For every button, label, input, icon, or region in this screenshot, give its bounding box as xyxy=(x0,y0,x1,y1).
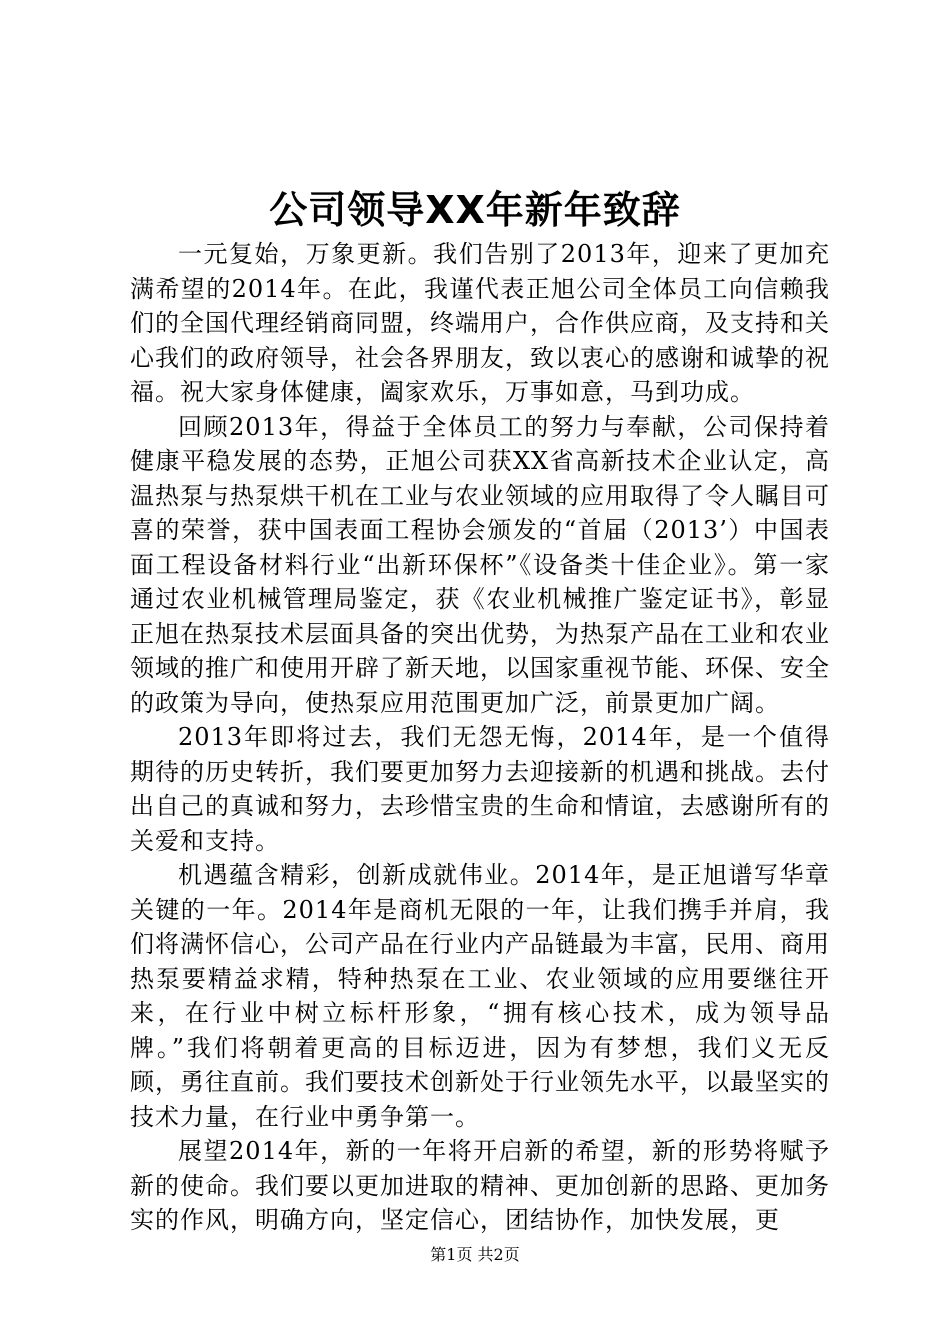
paragraph-5: 展望2014年，新的一年将开启新的希望，新的形势将赋予新的使命。我们要以更加进取的精神、更加创新的思路、更加务实的作风，明确方向，坚定信心，团结协作，加快发展，更 xyxy=(130,1137,830,1234)
page-number-footer: 第1页 共2页 xyxy=(430,1245,520,1264)
paragraph-3: 2013年即将过去，我们无怨无悔，2014年，是一个值得期待的历史转折，我们要更加努力去迎接新的机遇和挑战。去付出自己的真诚和努力，去珍惜宝贵的生命和情谊，去感谢所有的关爱和支持。 xyxy=(130,723,830,855)
paragraph-4: 机遇蕴含精彩，创新成就伟业。2014年，是正旭谱写华章关键的一年。2014年是商机无限的一年，让我们携手并肩，我们将满怀信心，公司产品在行业内产品链最为丰富，民用、商用热泵要精益求精，特种热泵在工业、农业领域的应用要继往开来，在行业中树立标杆形象，“拥有核心技术，成为领导品牌。”我们将朝着更高的目标迈进，因为有梦想，我们义无反顾，勇往直前。我们要技术创新处于行业领先水平，以最坚实的技术力量，在行业中勇争第一。 xyxy=(130,861,830,1131)
paragraph-1: 一元复始，万象更新。我们告别了2013年，迎来了更加充满希望的2014年。在此，我谨代表正旭公司全体员工向信赖我们的全国代理经销商同盟，终端用户，合作供应商，及支持和关心我们的政府领导，社会各界朋友，致以衷心的感谢和诚挚的祝福。祝大家身体健康，阖家欢乐，万事如意，马到功成。 xyxy=(130,240,830,406)
paragraph-2: 回顾2013年，得益于全体员工的努力与奉献，公司保持着健康平稳发展的态势，正旭公司获XX省高新技术企业认定，高温热泵与热泵烘干机在工业与农业领域的应用取得了令人瞩目可喜的荣誉，获中国表面工程协会颁发的“首届（2013’）中国表面工程设备材料行业“出新环保杯”《设备类十佳企业》。第一家通过农业机械管理局鉴定，获《农业机械推广鉴定证书》，彰显正旭在热泵技术层面具备的突出优势，为热泵产品在工业和农业领域的推广和使用开辟了新天地，以国家重视节能、环保、安全的政策为导向，使热泵应用范围更加广泛，前景更加广阔。 xyxy=(130,412,830,717)
document-body xyxy=(130,237,830,1238)
document-title: 公司领导XX年新年致辞 xyxy=(269,188,681,232)
